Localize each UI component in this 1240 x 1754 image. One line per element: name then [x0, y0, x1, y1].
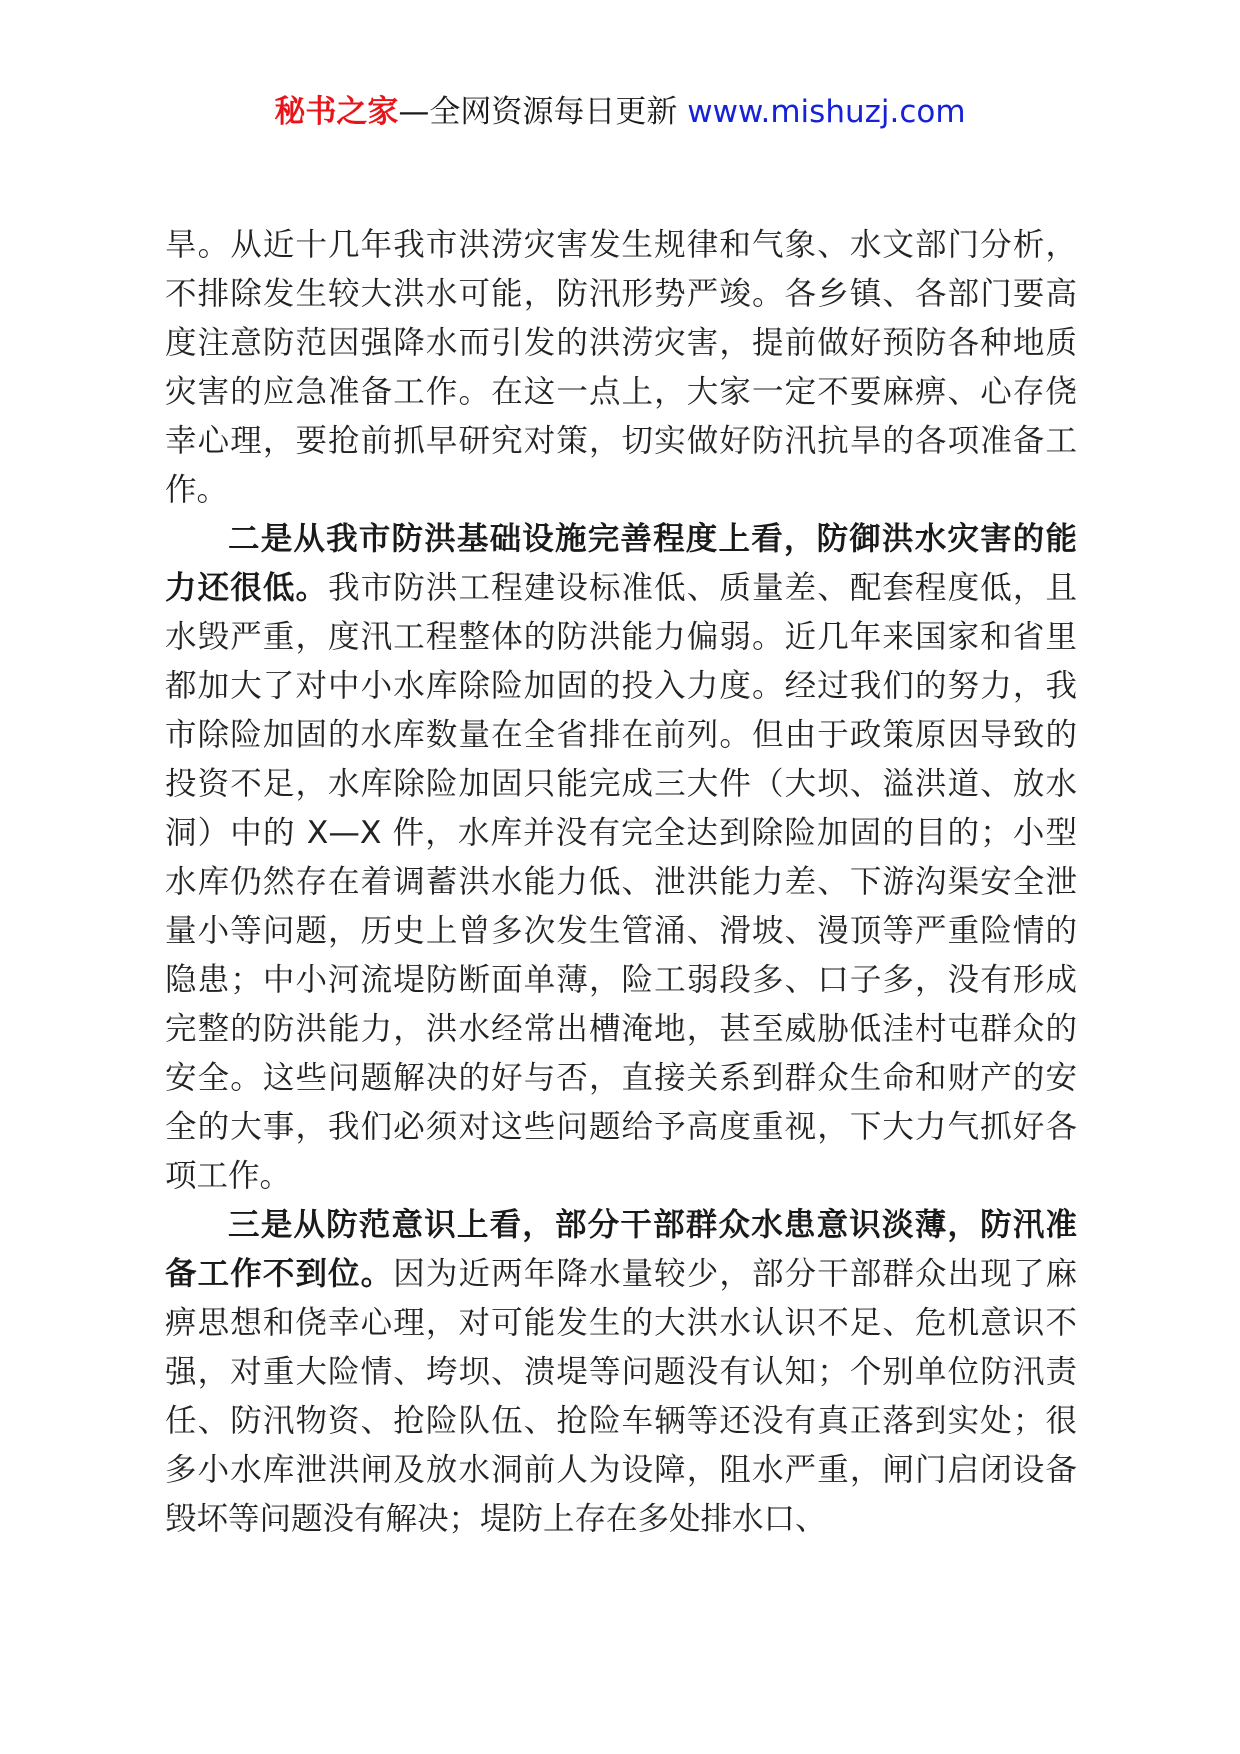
paragraph-three: [165, 1201, 1077, 1544]
site-url-link[interactable]: www.mishuzj.com: [687, 94, 966, 130]
paragraph-two-text: 我市防洪工程建设标准低、质量差、配套程度低，且水毁严重，度汛工程整体的防洪能力偏弱。近几年来国家和省里都加大了对中小水库除险加固的投入力度。经过我们的努力，我市除险加固的水库数量在全省排在前列。但由于政策原因导致的投资不足，水库除险加固只能完成三大件（大坝、溢洪道、放水洞）中的 X—X 件，水库并没有完全达到除险加固的目的；小型水库仍然存在着调蓄洪水能力低、泄洪能力差、下游沟渠安全泄量小等问题，历史上曾多次发生管涌、滑坡、漫顶等严重险情的隐患；中小河流堤防断面单薄，险工弱段多、口子多，没有形成完整的防洪能力，洪水经常出槽淹地，甚至威胁低洼村屯群众的安全。这些问题解决的好与否，直接关系到群众生命和财产的安全的大事，我们必须对这些问题给予高度重视，下大力气抓好各项工作。: [165, 570, 1077, 1194]
paragraph-continuation: 旱。从近十几年我市洪涝灾害发生规律和气象、水文部门分析，不排除发生较大洪水可能，防汛形势严竣。各乡镇、各部门要高度注意防范因强降水而引发的洪涝灾害，提前做好预防各种地质灾害的应急准备工作。在这一点上，大家一定不要麻痹、心存侥幸心理，要抢前抓早研究对策，切实做好防汛抗旱的各项准备工作。: [165, 227, 1077, 508]
paragraph-two: [165, 515, 1077, 1201]
paragraph-two-heading: 二是从我市防洪基础设施完善程度上看，防御洪水灾害的能力还很低。: [165, 521, 1077, 606]
paragraph-three-text: 因为近两年降水量较少，部分干部群众出现了麻痹思想和侥幸心理，对可能发生的大洪水认识不足、危机意识不强，对重大险情、垮坝、溃堤等问题没有认知；个别单位防汛责任、防汛物资、抢险队伍、抢险车辆等还没有真正落到实处；很多小水库泄洪闸及放水洞前人为设障，阻水严重，闸门启闭设备毁坏等问题没有解决；堤防上存在多处排水口、: [165, 1256, 1077, 1537]
header-slogan: —全网资源每日更新: [398, 94, 688, 130]
document-body: [165, 221, 1077, 1544]
page-header: [0, 92, 1240, 132]
paragraph-three-heading: 三是从防范意识上看，部分干部群众水患意识淡薄，防汛准备工作不到位。: [165, 1207, 1077, 1292]
brand-name: 秘书之家: [274, 94, 399, 130]
